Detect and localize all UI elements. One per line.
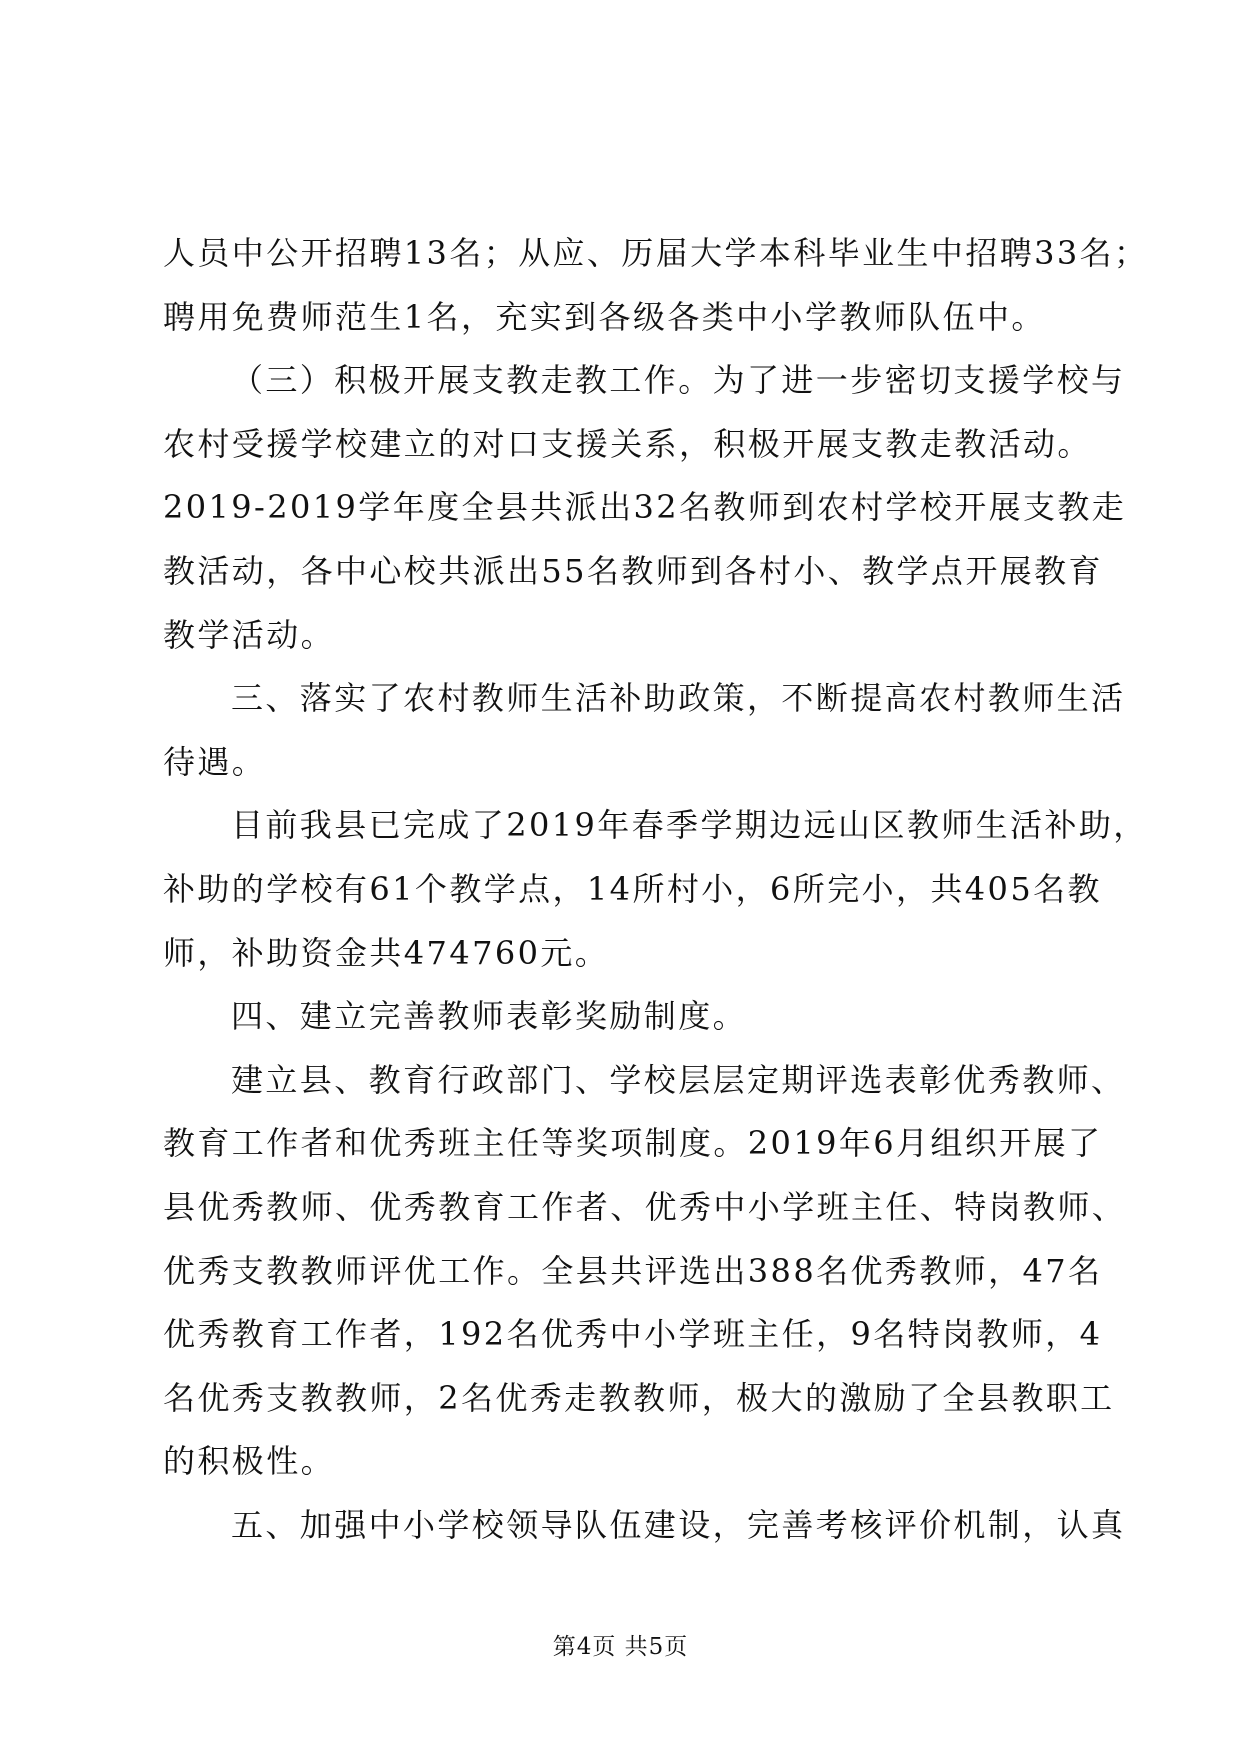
body-line: 县优秀教师、优秀教育工作者、优秀中小学班主任、特岗教师、: [163, 1187, 1127, 1226]
body-line: 优秀支教教师评优工作。全县共评选出388名优秀教师，47名: [163, 1251, 1103, 1290]
body-line: 教活动，各中心校共派出55名教师到各村小、教学点开展教育: [163, 551, 1103, 590]
document-body: [163, 222, 1149, 1557]
body-line: 2019-2019学年度全县共派出32名教师到农村学校开展支教走: [163, 488, 1127, 527]
section-heading-line: （三）积极开展支教走教工作。为了进一步密切支援学校与: [231, 361, 1126, 400]
paragraph-start-line: 目前我县已完成了2019年春季学期边远山区教师生活补助，: [231, 806, 1148, 845]
section-heading-line: 四、建立完善教师表彰奖励制度。: [231, 997, 748, 1036]
body-line: 待遇。: [163, 742, 267, 781]
page-indicator: 第4页 共5页: [552, 1634, 689, 1660]
body-line: 人员中公开招聘13名；从应、历届大学本科毕业生中招聘33名；: [163, 234, 1149, 272]
body-line: 名优秀支教教师，2名优秀走教教师，极大的激励了全县教职工: [163, 1378, 1115, 1417]
page-footer: [0, 1632, 1241, 1662]
body-line: 农村受援学校建立的对口支援关系，积极开展支教走教活动。: [163, 424, 1092, 463]
section-heading-line: 三、落实了农村教师生活补助政策，不断提高农村教师生活: [231, 679, 1126, 718]
body-line: 优秀教育工作者，192名优秀中小学班主任，9名特岗教师，4: [163, 1315, 1103, 1354]
body-line: 的积极性。: [163, 1442, 336, 1481]
body-line: 聘用免费师范生1名，充实到各级各类中小学教师队伍中。: [163, 297, 1046, 336]
body-line: 教学活动。: [163, 615, 336, 654]
body-line: 教育工作者和优秀班主任等奖项制度。2019年6月组织开展了: [163, 1124, 1103, 1163]
body-line: 师，补助资金共474760元。: [163, 933, 610, 972]
body-line: 补助的学校有61个教学点，14所村小，6所完小，共405名教: [163, 869, 1102, 908]
paragraph-start-line: 建立县、教育行政部门、学校层层定期评选表彰优秀教师、: [231, 1060, 1126, 1099]
section-heading-line: 五、加强中小学校领导队伍建设，完善考核评价机制，认真: [231, 1505, 1126, 1544]
